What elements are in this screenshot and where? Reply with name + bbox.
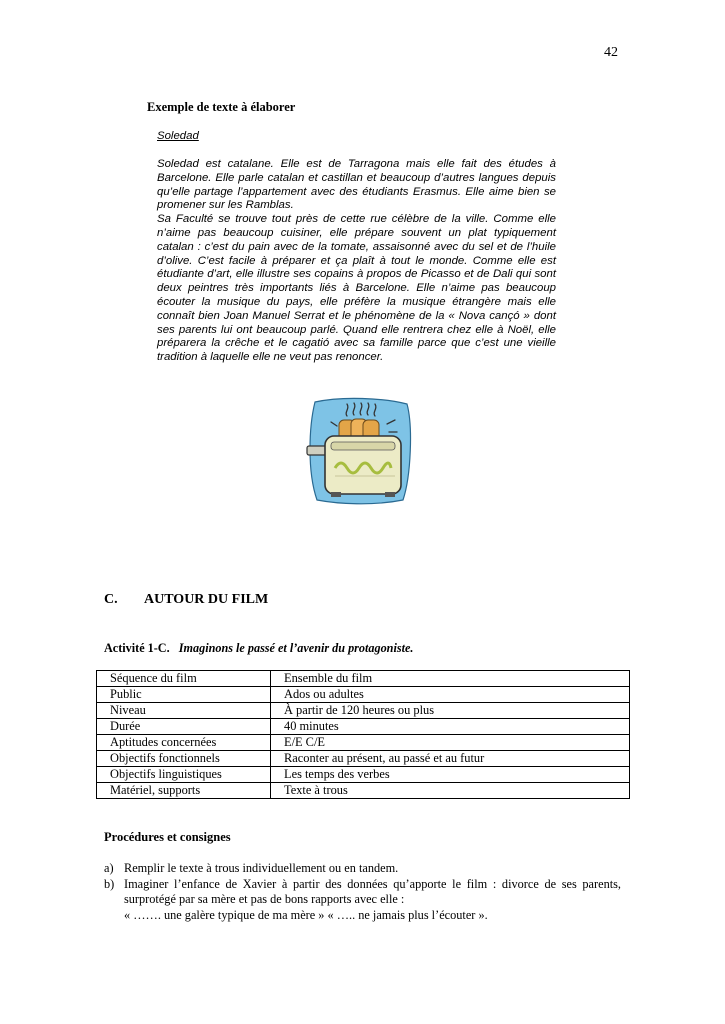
activity-info-table [96,670,630,799]
table-cell-label: Matériel, supports [97,783,271,799]
story-paragraph-2: Sa Faculté se trouve tout près de cette rue célèbre de la ville. Comme elle n’aime pas beaucoup cuisiner, elle prépare souvent un plat typiquement catalan : c’est du pain avec de la tomate, assaisonné avec du sel et de l’huile d’olive. C’est facile à préparer et ça plaît à tout le monde. Comme elle est étudiante d’art, elle illustre ses copains à propos de Picasso et de Dali qui sont deux peintres très importants liés à Barcelone. Elle n’aime pas beaucoup écouter la musique du pays, elle préfère la musique étrangère mais elle connaît bien Joan Manuel Serrat et le phénomène de la « Nova cançó » dont ses parents lui ont beaucoup parlé. Quand elle rentrera chez elle à Noël, elle préparera la crêche et le cagatió avec sa famille parce que c’est une vieille tradition à laquelle elle ne veut pas renoncer. [157,213,556,364]
table-cell-value: Raconter au présent, au passé et au futur [271,751,630,767]
table-cell-label: Séquence du film [97,671,271,687]
section-number: C. [104,592,118,607]
table-row [97,719,630,735]
list-item-text: Remplir le texte à trous individuellement ou en tandem. [124,861,399,875]
procedures-list [104,861,621,923]
toaster-illustration [303,396,415,508]
table-cell-value: 40 minutes [271,719,630,735]
table-cell-value: Ensemble du film [271,671,630,687]
example-heading: Exemple de texte à élaborer [147,100,296,114]
table-cell-label: Objectifs fonctionnels [97,751,271,767]
story-paragraph-1: Soledad est catalane. Elle est de Tarragona mais elle fait des études à Barcelone. Elle parle catalan et castillan et beaucoup d’autres langues depuis qu’elle partage l’appartement avec des étudiants Erasmus. Elle aime bien se promener sur les Ramblas. [157,158,556,212]
activity-label: Activité 1-C. [104,641,170,655]
list-item-text: Imaginer l’enfance de Xavier à partir des données qu’apporte le film : divorce de ses parents, surprotégé par sa mère et pas de bons rapports avec elle : [124,876,621,906]
list-item [104,861,621,877]
table-row [97,751,630,767]
story-title: Soledad [157,130,199,142]
table-row [97,703,630,719]
table-cell-label: Niveau [97,703,271,719]
list-item-quote: « ……. une galère typique de ma mère » « ….. ne jamais plus l’écouter ». [124,907,488,922]
table-row [97,767,630,783]
table-row [97,671,630,687]
story-text [157,158,556,365]
list-marker: a) [104,861,114,875]
table-cell-label: Aptitudes concernées [97,735,271,751]
section-title [104,592,268,608]
activity-heading [104,641,413,656]
table-cell-label: Durée [97,719,271,735]
table-cell-value: Ados ou adultes [271,687,630,703]
table-cell-value: À partir de 120 heures ou plus [271,703,630,719]
table-cell-value: Les temps des verbes [271,767,630,783]
table-cell-value: Texte à trous [271,783,630,799]
table-row [97,687,630,703]
list-item [104,877,621,924]
section-label: AUTOUR DU FILM [144,592,269,607]
activity-title: Imaginons le passé et l’avenir du protagoniste. [178,641,414,655]
table-cell-label: Public [97,687,271,703]
table-row [97,735,630,751]
page-number: 42 [604,45,618,60]
procedures-heading: Procédures et consignes [104,830,231,844]
table-row [97,783,630,799]
table-cell-value: E/E C/E [271,735,630,751]
list-marker: b) [104,876,115,891]
table-cell-label: Objectifs linguistiques [97,767,271,783]
